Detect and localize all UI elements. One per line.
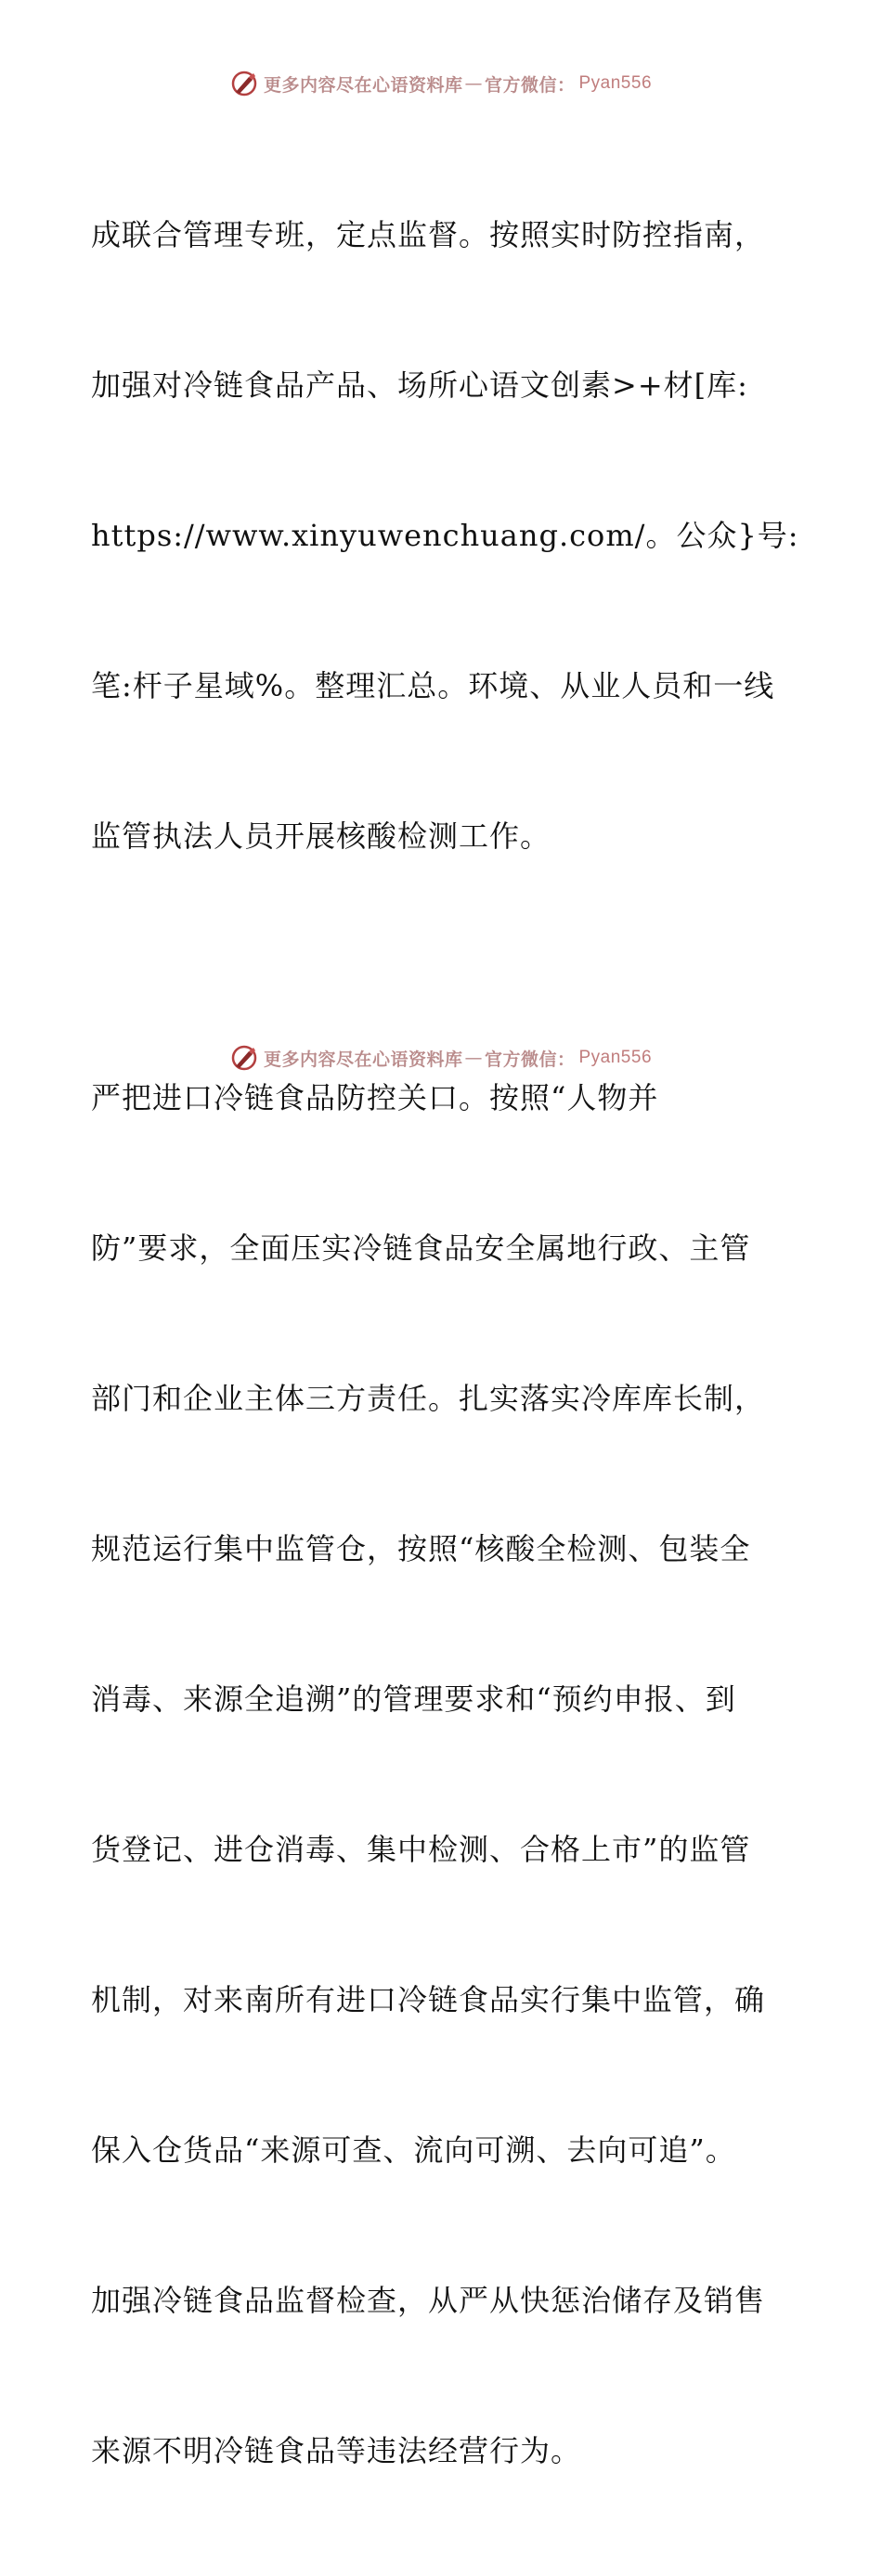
text-line: 加强冷链食品监督检查，从严从快惩治储存及销售 xyxy=(91,2283,766,2318)
text-line: 机制，对来南所有进口冷链食品实行集中监管，确 xyxy=(91,1982,766,2017)
text-line: 部门和企业主体三方责任。扎实落实冷库库长制， xyxy=(91,1381,766,1416)
text-line: 监管执法人员开展核酸检测工作。 xyxy=(91,818,551,854)
header-watermark-banner xyxy=(0,65,882,102)
text-line: 严把进口冷链食品防控关口。按照“人物并 xyxy=(91,1080,659,1115)
footer-watermark-banner xyxy=(0,1039,882,1076)
banner-dash: — xyxy=(464,73,483,94)
text-line: 笔:杆子星域%。整理汇总。环境、从业人员和一线 xyxy=(91,668,775,703)
text-line: https://www.xinyuwenchuang.com/。公众}号: xyxy=(91,518,799,553)
banner-text: 更多内容尽在心语资料库 xyxy=(263,1049,463,1070)
banner-wechat-label: 官方微信： xyxy=(484,74,576,96)
paragraph-2 xyxy=(91,972,797,2576)
text-line: 防”要求，全面压实冷链食品安全属地行政、主管 xyxy=(91,1230,751,1266)
banner-dash: — xyxy=(464,1048,483,1068)
text-line: 消毒、来源全追溯”的管理要求和“预约申报、到 xyxy=(91,1681,736,1717)
text-line: 成联合管理专班，定点监督。按照实时防控指南， xyxy=(91,217,766,252)
document-body xyxy=(91,109,797,2576)
paragraph-1 xyxy=(91,109,797,961)
text-line: 货登记、进仓消毒、集中检测、合格上市”的监管 xyxy=(91,1832,751,1867)
banner-wechat-id: Pyan556 xyxy=(578,1048,653,1067)
banner-wechat-id: Pyan556 xyxy=(578,73,653,93)
banner-wechat-label: 官方微信： xyxy=(484,1049,576,1070)
pen-logo-icon xyxy=(230,1044,258,1072)
text-line: 加强对冷链食品产品、场所心语文创素>+材[库: xyxy=(91,367,748,403)
text-line: 规范运行集中监管仓，按照“核酸全检测、包装全 xyxy=(91,1531,751,1566)
text-line: 来源不明冷链食品等违法经营行为。 xyxy=(91,2433,582,2468)
banner-text: 更多内容尽在心语资料库 xyxy=(263,74,463,96)
pen-logo-icon xyxy=(230,70,258,97)
text-line: 保入仓货品“来源可查、流向可溯、去向可追”。 xyxy=(91,2132,736,2168)
